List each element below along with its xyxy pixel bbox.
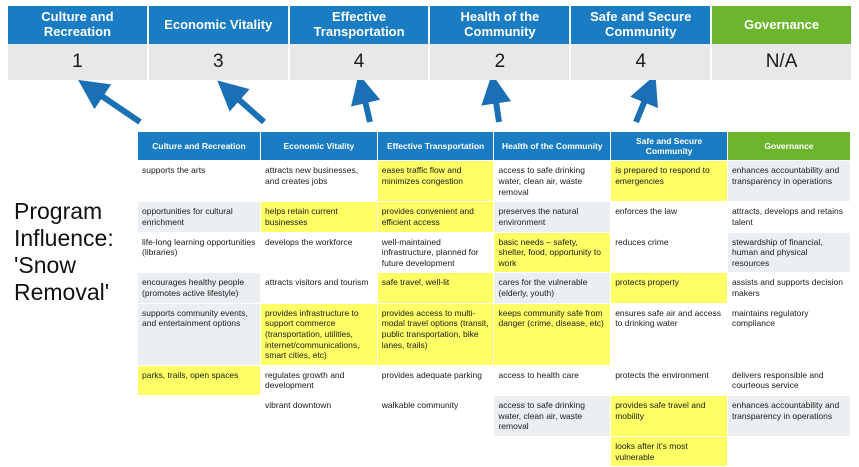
matrix-cell: stewardship of financial, human and physical resources <box>727 232 850 273</box>
matrix-cell <box>261 436 378 466</box>
matrix-cell: eases traffic flow and minimizes congestion <box>377 161 494 202</box>
matrix-cell: protects property <box>611 273 728 303</box>
score-effective-transportation: 4 <box>290 44 431 80</box>
matrix-cell: enhances accountability and transparency in operations <box>727 396 850 437</box>
score-governance: N/A <box>765 51 798 72</box>
matrix-cell: walkable community <box>377 396 494 437</box>
matrix-cell: attracts new businesses, and creates jobs <box>261 161 378 202</box>
matrix-cell: attracts, develops and retains talent <box>727 202 850 232</box>
matrix-cell: provides adequate parking <box>377 365 494 395</box>
matrix-cell <box>494 436 611 466</box>
pillar-header-economic-vitality: Economic Vitality <box>149 6 290 44</box>
pillar-header-governance: Governance <box>712 6 851 44</box>
matrix-cell: access to health care <box>494 365 611 395</box>
score-health-of-the-community: 2 <box>430 44 571 80</box>
matrix-cell <box>377 436 494 466</box>
matrix-cell: life-long learning opportunities (libraries) <box>138 232 261 273</box>
arrow-to-effective-transportation <box>362 88 370 122</box>
matrix-cell: is prepared to respond to emergencies <box>611 161 728 202</box>
matrix-cell <box>138 396 261 437</box>
program-influence-caption: Program Influence: 'Snow Removal' <box>14 198 114 306</box>
matrix-cell: vibrant downtown <box>261 396 378 437</box>
matrix-cell: looks after it's most vulnerable <box>611 436 728 466</box>
matrix-cell: delivers responsible and courteous service <box>727 365 850 395</box>
pillar-header-health-of-the-community: Health of the Community <box>430 6 571 44</box>
arrow-layer <box>0 80 859 135</box>
matrix-cell: access to safe drinking water, clean air, waste removal <box>494 161 611 202</box>
pillar-header-effective-transportation: Effective Transportation <box>290 6 431 44</box>
table-row <box>138 232 851 273</box>
table-row <box>138 396 851 437</box>
matrix-cell: provides convenient and efficient access <box>377 202 494 232</box>
matrix-cell: reduces crime <box>611 232 728 273</box>
pillar-header-band <box>8 6 851 44</box>
matrix-header-effective-transportation: Effective Transportation <box>377 132 494 161</box>
arrow-to-culture-and-recreation <box>90 88 140 122</box>
matrix-cell: supports the arts <box>138 161 261 202</box>
table-row <box>138 161 851 202</box>
matrix-cell: cares for the vulnerable (elderly, youth) <box>494 273 611 303</box>
matrix-cell: encourages healthy people (promotes active lifestyle) <box>138 273 261 303</box>
matrix-cell: provides access to multi-modal travel options (transit, public transportation, bike lanes, trails) <box>377 303 494 365</box>
matrix-cell: enforces the law <box>611 202 728 232</box>
matrix-cell <box>138 436 261 466</box>
matrix-header-culture-and-recreation: Culture and Recreation <box>138 132 261 161</box>
table-row <box>138 202 851 232</box>
matrix-cell: opportunities for cultural enrichment <box>138 202 261 232</box>
matrix-cell: maintains regulatory compliance <box>727 303 850 365</box>
table-row <box>138 273 851 303</box>
matrix-cell: ensures safe air and access to drinking water <box>611 303 728 365</box>
table-row <box>138 303 851 365</box>
matrix-cell: supports community events, and entertainment options <box>138 303 261 365</box>
matrix-cell <box>727 436 850 466</box>
matrix-cell: helps retain current businesses <box>261 202 378 232</box>
matrix-cell: keeps community safe from danger (crime, disease, etc) <box>494 303 611 365</box>
matrix-header-economic-vitality: Economic Vitality <box>261 132 378 161</box>
matrix-header-health-of-the-community: Health of the Community <box>494 132 611 161</box>
pillar-score-band <box>8 44 851 80</box>
pillar-header-culture-and-recreation: Culture and Recreation <box>8 6 149 44</box>
arrows-svg <box>0 80 859 135</box>
arrow-to-economic-vitality <box>228 90 264 122</box>
matrix-cell: enhances accountability and transparency in operations <box>727 161 850 202</box>
matrix-cell: regulates growth and development <box>261 365 378 395</box>
matrix-cell: access to safe drinking water, clean air, waste removal <box>494 396 611 437</box>
matrix-cell: safe travel, well-lit <box>377 273 494 303</box>
score-safe-and-secure-community: 4 <box>571 44 712 80</box>
matrix-cell: provides infrastructure to support commerce (transportation, utilities, internet/communications, smart cities, etc) <box>261 303 378 365</box>
matrix-body <box>138 161 851 467</box>
table-row <box>138 365 851 395</box>
score-economic-vitality: 3 <box>149 44 290 80</box>
matrix-cell: preserves the natural environment <box>494 202 611 232</box>
matrix-header-governance: Governance <box>727 132 850 161</box>
pillar-attribute-matrix <box>137 131 851 467</box>
arrow-to-safe-and-secure-community <box>636 88 650 122</box>
pillar-header-safe-and-secure-community: Safe and Secure Community <box>571 6 712 44</box>
matrix-cell: parks, trails, open spaces <box>138 365 261 395</box>
matrix-header-row <box>138 132 851 161</box>
matrix-cell: attracts visitors and tourism <box>261 273 378 303</box>
matrix-cell: basic needs – safety, shelter, food, opportunity to work <box>494 232 611 273</box>
table-row <box>138 436 851 466</box>
matrix-header-safe-and-secure-community: Safe and Secure Community <box>611 132 728 161</box>
matrix-cell: protects the environment <box>611 365 728 395</box>
arrow-to-health-of-the-community <box>494 88 499 122</box>
matrix-cell: well-maintained infrastructure, planned for future development <box>377 232 494 273</box>
matrix-cell: develops the workforce <box>261 232 378 273</box>
matrix-cell: assists and supports decision makers <box>727 273 850 303</box>
matrix-cell: provides safe travel and mobility <box>611 396 728 437</box>
score-culture-and-recreation: 1 <box>8 44 149 80</box>
